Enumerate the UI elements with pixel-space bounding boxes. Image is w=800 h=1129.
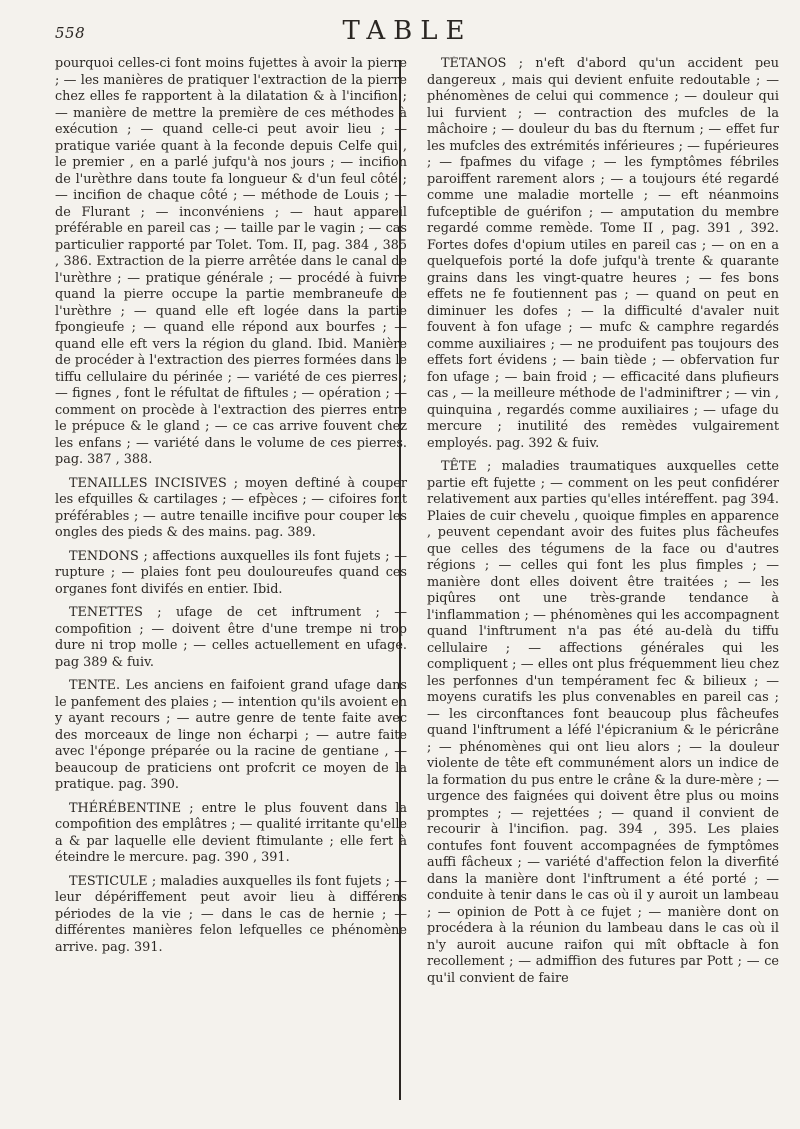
running-head: TABLE [342, 16, 473, 46]
index-entry: TÉTANOS ; n'eft d'abord qu'un accident peu dangereux , mais qui devient enfuite redoutable ; — phénomènes de celui qui commence ; — douleur qui lui furvient ; — contraction des mufcles de la mâchoire ; — douleur du bas du fternum ; — effet fur les mufcles des extrémités inférieures ; — fupérieures ; — fpafmes du vifage ; — les fymptômes fébriles paroiffent rarement alors ; — a toujours été regardé comme une maladie mortelle ; — eft néanmoins fufceptible de guérifon ; — amputation du membre regardé comme remède. Tome II , pag. 391 , 392. Fortes dofes d'opium utiles en pareil cas ; — on en a quelquefois porté la dofe jufqu'à trente & quarante grains dans les vingt-quatre heures ; — fes bons effets ne fe foutiennent pas ; — quand on peut en diminuer les dofes ; — la difficulté d'avaler nuit fouvent à fon ufage ; — mufc & camphre regardés comme auxiliaires ; — ne produifent pas toujours des effets fort évidens ; — bain tiède ; — obfervation fur fon ufage ; — bain froid ; — efficacité dans plufieurs cas , — la meilleure méthode de l'adminiftrer ; — vin , quinquina , regardés comme auxiliaires ; — ufage du mercure ; inutilité des remèdes vulgairement employés. pag. 392 & fuiv. [427, 56, 779, 451]
page-header [55, 14, 760, 54]
page-number: 558 [55, 24, 86, 42]
right-column [427, 56, 779, 1116]
index-entry: pourquoi celles-ci font moins fujettes à avoir la pierre ; — les manières de pratiquer l'extraction de la pierre chez elles fe rapportent à la dilatation & à l'incifion ; — manière de mettre la première de ces méthodes à exécution ; — quand celle-ci peut avoir lieu ; — pratique variée quant à la feconde depuis Celfe qui , le premier , en a parlé jufqu'à nos jours ; — incifion de l'urèthre dans toute fa longueur & d'un feul côté ; — incifion de chaque côté ; — méthode de Louis ; — de Flurant ; — inconvéniens ; — haut appareil préférable en pareil cas ; — taille par le vagin ; — cas particulier rapporté par Tolet. Tom. II, pag. 384 , 385 , 386. Extraction de la pierre arrêtée dans le canal de l'urèthre ; — pratique générale ; — procédé à fuivre quand la pierre occupe la partie membraneufe de l'urèthre ; — quand elle eft logée dans la partie fpongieufe ; — quand elle répond aux bourfes ; — quand elle eft vers la région du gland. Ibid. Manière de procéder à l'extraction des pierres formées dans le tiffu cellulaire du périnée ; — variété de ces pierres ; — fignes , font le réfultat de fiftules ; — opération ; — comment on procède à l'extraction des pierres entre le prépuce & le gland ; — ce cas arrive fouvent chez les enfans ; — variété dans le volume de ces pierres. pag. 387 , 388. [55, 56, 407, 467]
index-entry: THÉRÉBENTINE ; entre le plus fouvent dans la compofition des emplâtres ; — qualité irritante qu'elle a & par laquelle elle devient ftimulante ; elle fert à éteindre le mercure. pag. 390 , 391. [55, 800, 407, 865]
index-entry: TENETTES ; ufage de cet inftrument ; — compofition ; — doivent être d'une trempe ni trop dure ni trop molle ; — celles actuellement en ufage. pag 389 & fuiv. [55, 605, 407, 670]
index-entry: TESTICULE ; maladies auxquelles ils font fujets ; — leur dépériffement peut avoir lieu à différens périodes de la vie ; — dans le cas de hernie ; — différentes manières felon lefquelles ce phénomène arrive. pag. 391. [55, 873, 407, 955]
index-entry: TENTE. Les anciens en faifoient grand ufage dans le panfement des plaies ; — intention qu'ils avoient en y ayant recours ; — autre genre de tente faite avec des morceaux de linge non écharpi ; — autre faite avec l'éponge préparée ou la racine de gentiane , — beaucoup de praticiens ont profcrit ce moyen de la pratique. pag. 390. [55, 678, 407, 792]
index-entry: TENDONS ; affections auxquelles ils font fujets ; — rupture ; — plaies font peu douloureufes quand ces organes font divifés en entier. Ibid. [55, 548, 407, 597]
left-column [55, 56, 407, 1116]
index-entry: TÊTE ; maladies traumatiques auxquelles cette partie eft fujette ; — comment on les peut confidérer relativement aux parties qu'elles intéreffent. pag 394. Plaies de cuir chevelu , quoique fimples en apparence , peuvent cependant avoir des fuites plus fâcheufes que celles des tégumens de la face ou d'autres régions ; — celles qui font les plus fimples ; — manière dont elles doivent être traitées ; — les piqûres ont une très-grande tendance à l'inflammation ; — phénomènes qui les accompagnent quand l'inftrument n'a pas été au-delà du tiffu cellulaire ; — affections générales qui les compliquent ; — elles ont plus fréquemment lieu chez les perfonnes d'un tempérament fec & bilieux ; — moyens curatifs les plus convenables en pareil cas ; — les circonftances font beaucoup plus fâcheufes quand l'inftrument a léfé l'épicranium & le péricrâne ; — phénomènes qui ont lieu alors ; — la douleur violente de tête eft communément alors un indice de la formation du pus entre le crâne & la dure-mère ; — urgence des faignées qui doivent être plus ou moins promptes ; — rejettées ; — quand il convient de recourir à l'incifion. pag. 394 , 395. Les plaies contufes font fouvent accompagnées de fymptômes auffi fâcheux ; — variété d'affection felon la diverfité dans la manière dont l'inftrument a été porté ; — conduite à tenir dans le cas où il y auroit un lambeau ; — opinion de Pott à ce fujet ; — manière dont on procédera à la réunion du lambeau dans le cas où il n'y auroit aucune raifon qui mît obftacle à fon recollement ; — admiffion des futures par Pott ; — ce qu'il convient de faire [427, 459, 779, 986]
text-columns [55, 56, 780, 1116]
index-entry: TENAILLES INCISIVES ; moyen deftiné à couper les efquilles & cartilages ; — efpèces ; — cifoires font préférables ; — autre tenaille incifive pour couper les ongles des pieds & des mains. pag. 389. [55, 475, 407, 540]
